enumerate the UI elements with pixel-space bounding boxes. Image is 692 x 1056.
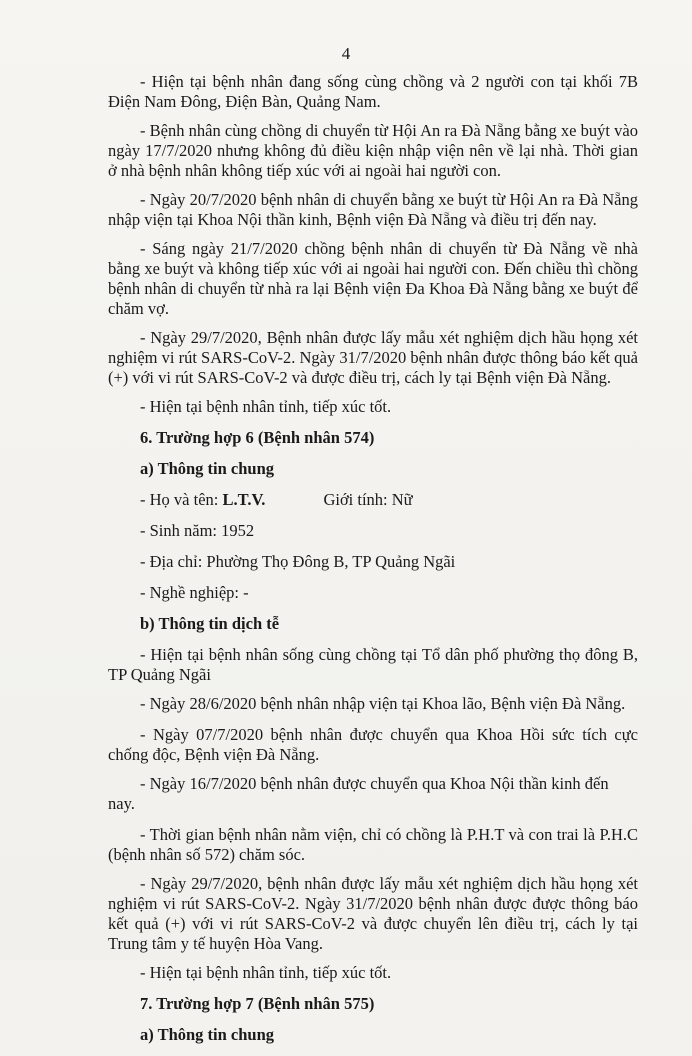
paragraph: - Sáng ngày 21/7/2020 chồng bệnh nhân di chuyển từ Đà Nẵng về nhà bằng xe buýt và không tiếp xúc với ai ngoài hai người con. Đến chiều thì chồng bệnh nhân di chuyển từ nhà ra lại Bệnh viện Đa Khoa Đà Nẵng bằng xe buýt để chăm vợ.	[108, 239, 638, 318]
paragraph: - Bệnh nhân cùng chồng di chuyển từ Hội An ra Đà Nẵng bằng xe buýt vào ngày 17/7/2020 nhưng không đủ điều kiện nhập viện nên về lại nhà. Thời gian ở nhà bệnh nhân không tiếp xúc với ai ngoài hai người con.	[108, 121, 638, 180]
section-heading: a) Thông tin chung	[140, 459, 275, 478]
gender-field: Giới tính: Nữ	[323, 490, 413, 509]
patient-name: L.T.V.	[222, 490, 266, 509]
paragraph: - Thời gian bệnh nhân nằm viện, chỉ có chồng là P.H.T và con trai là P.H.C (bệnh nhân số 572) chăm sóc.	[108, 825, 638, 864]
name-line	[108, 490, 638, 510]
paragraph: - Hiện tại bệnh nhân đang sống cùng chồng và 2 người con tại khối 7B Điện Nam Đông, Điện Bàn, Quảng Nam.	[108, 72, 638, 111]
paragraph: - Ngày 16/7/2020 bệnh nhân được chuyển qua Khoa Nội thần kinh đến nay.	[108, 774, 609, 813]
status-line: - Hiện tại bệnh nhân tỉnh, tiếp xúc tốt.	[140, 963, 392, 982]
section-heading: b) Thông tin dịch tễ	[140, 614, 280, 633]
page-number: 4	[341, 44, 351, 63]
birth-year-field: - Sinh năm: 1952	[140, 521, 255, 540]
document-body	[108, 72, 638, 1056]
status-line: - Hiện tại bệnh nhân tỉnh, tiếp xúc tốt.	[140, 397, 392, 416]
paragraph: - Ngày 28/6/2020 bệnh nhân nhập viện tại Khoa lão, Bệnh viện Đà Nẵng.	[140, 694, 626, 713]
case-heading: 7. Trường hợp 7 (Bệnh nhân 575)	[140, 994, 375, 1013]
section-heading: a) Thông tin chung	[140, 1025, 275, 1044]
paragraph: - Ngày 07/7/2020 bệnh nhân được chuyển qua Khoa Hồi sức tích cực chống độc, Bệnh viện Đà Nẵng.	[108, 725, 638, 764]
occupation-field: - Nghề nghiệp: -	[140, 583, 249, 602]
name-label: - Họ và tên:	[140, 490, 223, 509]
paragraph: - Ngày 29/7/2020, Bệnh nhân được lấy mẫu xét nghiệm dịch hầu họng xét nghiệm vi rút SARS-CoV-2. Ngày 31/7/2020 bệnh nhân được thông báo kết quả (+) với vi rút SARS-CoV-2 và được điều trị, cách ly tại Bệnh viện Đà Nẵng.	[108, 328, 638, 387]
paragraph: - Ngày 29/7/2020, bệnh nhân được lấy mẫu xét nghiệm dịch hầu họng xét nghiệm vi rút SARS-CoV-2. Ngày 31/7/2020 bệnh nhân được được thông báo kết quả (+) với vi rút SARS-CoV-2 và được chuyển lên điều trị, cách ly tại Trung tâm y tế huyện Hòa Vang.	[108, 874, 638, 953]
case-heading: 6. Trường hợp 6 (Bệnh nhân 574)	[140, 428, 375, 447]
paragraph: - Ngày 20/7/2020 bệnh nhân di chuyển bằng xe buýt từ Hội An ra Đà Nẵng nhập viện tại Khoa Nội thần kinh, Bệnh viện Đà Nẵng và điều trị đến nay.	[108, 190, 638, 229]
paragraph: - Hiện tại bệnh nhân sống cùng chồng tại Tổ dân phố phường thọ đông B, TP Quảng Ngãi	[108, 645, 638, 684]
address-field: - Địa chỉ: Phường Thọ Đông B, TP Quảng Ngãi	[140, 552, 456, 571]
